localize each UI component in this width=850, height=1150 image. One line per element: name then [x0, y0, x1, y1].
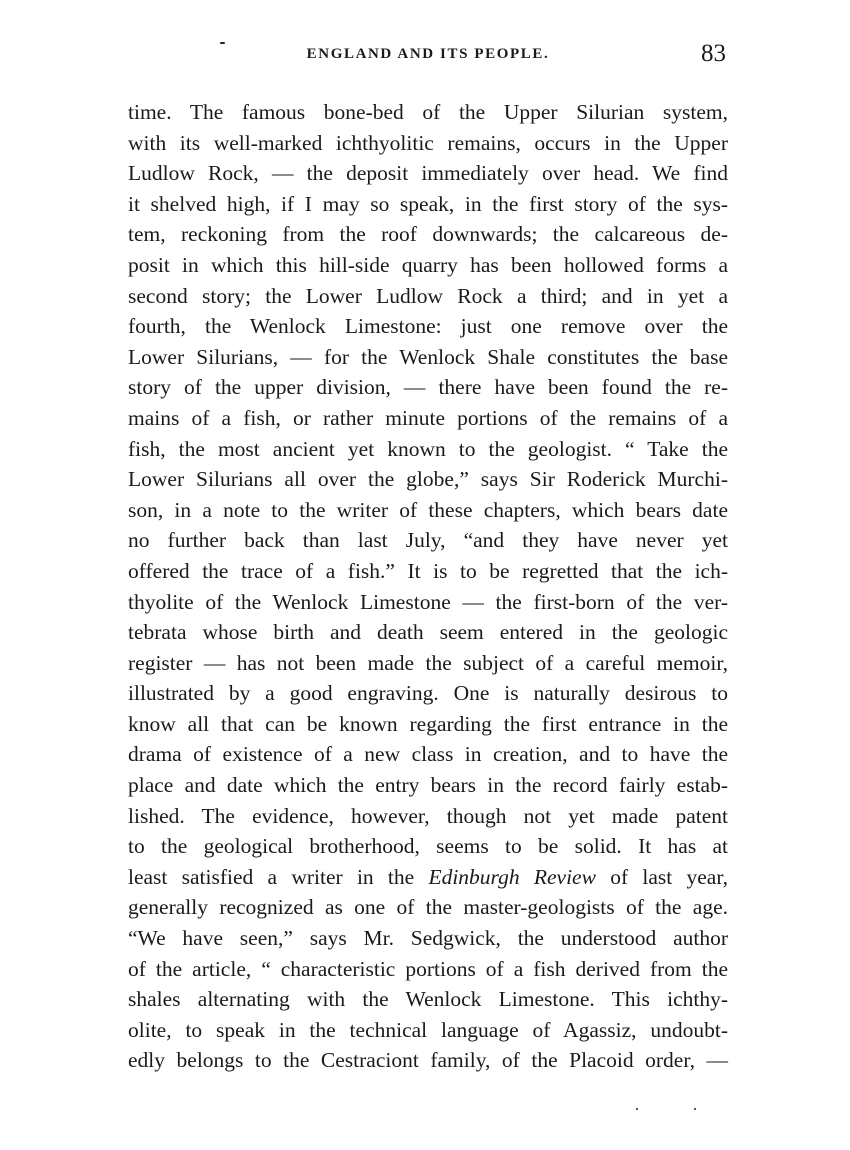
text-line: posit in which this hill-side quarry has been hollowed forms a — [128, 252, 728, 277]
text-line: Lower Silurians all over the globe,” says Sir Roderick Murchi- — [128, 467, 728, 492]
text-line: no further back than last July, “and they have never yet — [128, 528, 728, 553]
text-line: “We have seen,” says Mr. Sedgwick, the understood author — [128, 926, 728, 951]
text-line: with its well-marked ichthyolitic remains, occurs in the Upper — [128, 130, 728, 155]
footer-speck-mark — [694, 1108, 696, 1110]
journal-title: Edinburgh Review — [428, 864, 596, 889]
text-line: mains of a fish, or rather minute portions of the remains of a — [128, 405, 728, 430]
text-line: know all that can be known regarding the first entrance in the — [128, 711, 728, 736]
text-line: tebrata whose birth and death seem entered in the geologic — [128, 620, 728, 645]
text-line: story of the upper division, — there have been found the re- — [128, 375, 728, 400]
header-speck-mark — [220, 42, 225, 44]
text-line: Lower Silurians, — for the Wenlock Shale constitutes the base — [128, 344, 728, 369]
text-line: generally recognized as one of the master-geologists of the age. — [128, 895, 728, 920]
text-line: lished. The evidence, however, though not yet made patent — [128, 803, 728, 828]
text-line: it shelved high, if I may so speak, in the first story of the sys- — [128, 191, 728, 216]
running-head: ENGLAND AND ITS PEOPLE. — [306, 46, 550, 62]
text-line: place and date which the entry bears in the record fairly estab- — [128, 773, 728, 798]
text-line: shales alternating with the Wenlock Limestone. This ichthy- — [128, 987, 728, 1012]
text-line: register — has not been made the subject of a careful memoir, — [128, 650, 728, 675]
text-line: drama of existence of a new class in creation, and to have the — [128, 742, 728, 767]
text-line-end: of last year, — [595, 864, 728, 889]
text-line: fish, the most ancient yet known to the geologist. “ Take the — [128, 436, 728, 461]
text-line-start: least satisfied a writer in the — [128, 864, 429, 889]
text-line: olite, to speak in the technical language of Agassiz, undoubt- — [128, 1017, 728, 1042]
page-number: 83 — [701, 40, 726, 67]
page-header — [128, 40, 728, 72]
text-line: time. The famous bone-bed of the Upper Silurian system, — [128, 100, 728, 124]
text-line: of the article, “ characteristic portions of a fish derived from the — [128, 956, 728, 981]
footer-speck-mark — [636, 1108, 638, 1110]
text-line: illustrated by a good engraving. One is naturally desirous to — [128, 681, 728, 706]
text-line: second story; the Lower Ludlow Rock a third; and in yet a — [128, 283, 728, 308]
text-line: fourth, the Wenlock Limestone: just one remove over the — [128, 314, 728, 339]
text-line: Ludlow Rock, — the deposit immediately over head. We find — [128, 161, 728, 186]
text-line: son, in a note to the writer of these chapters, which bears date — [128, 497, 728, 522]
text-line: to the geological brotherhood, seems to be solid. It has at — [128, 834, 728, 859]
text-line: thyolite of the Wenlock Limestone — the first-born of the ver- — [128, 589, 728, 614]
text-line: edly belongs to the Cestraciont family, of the Placoid order, — — [128, 1048, 728, 1073]
text-line — [128, 862, 728, 893]
body-text — [128, 97, 728, 1076]
text-line: offered the trace of a fish.” It is to be regretted that the ich- — [128, 558, 728, 583]
text-line: tem, reckoning from the roof downwards; the calcareous de- — [128, 222, 728, 247]
